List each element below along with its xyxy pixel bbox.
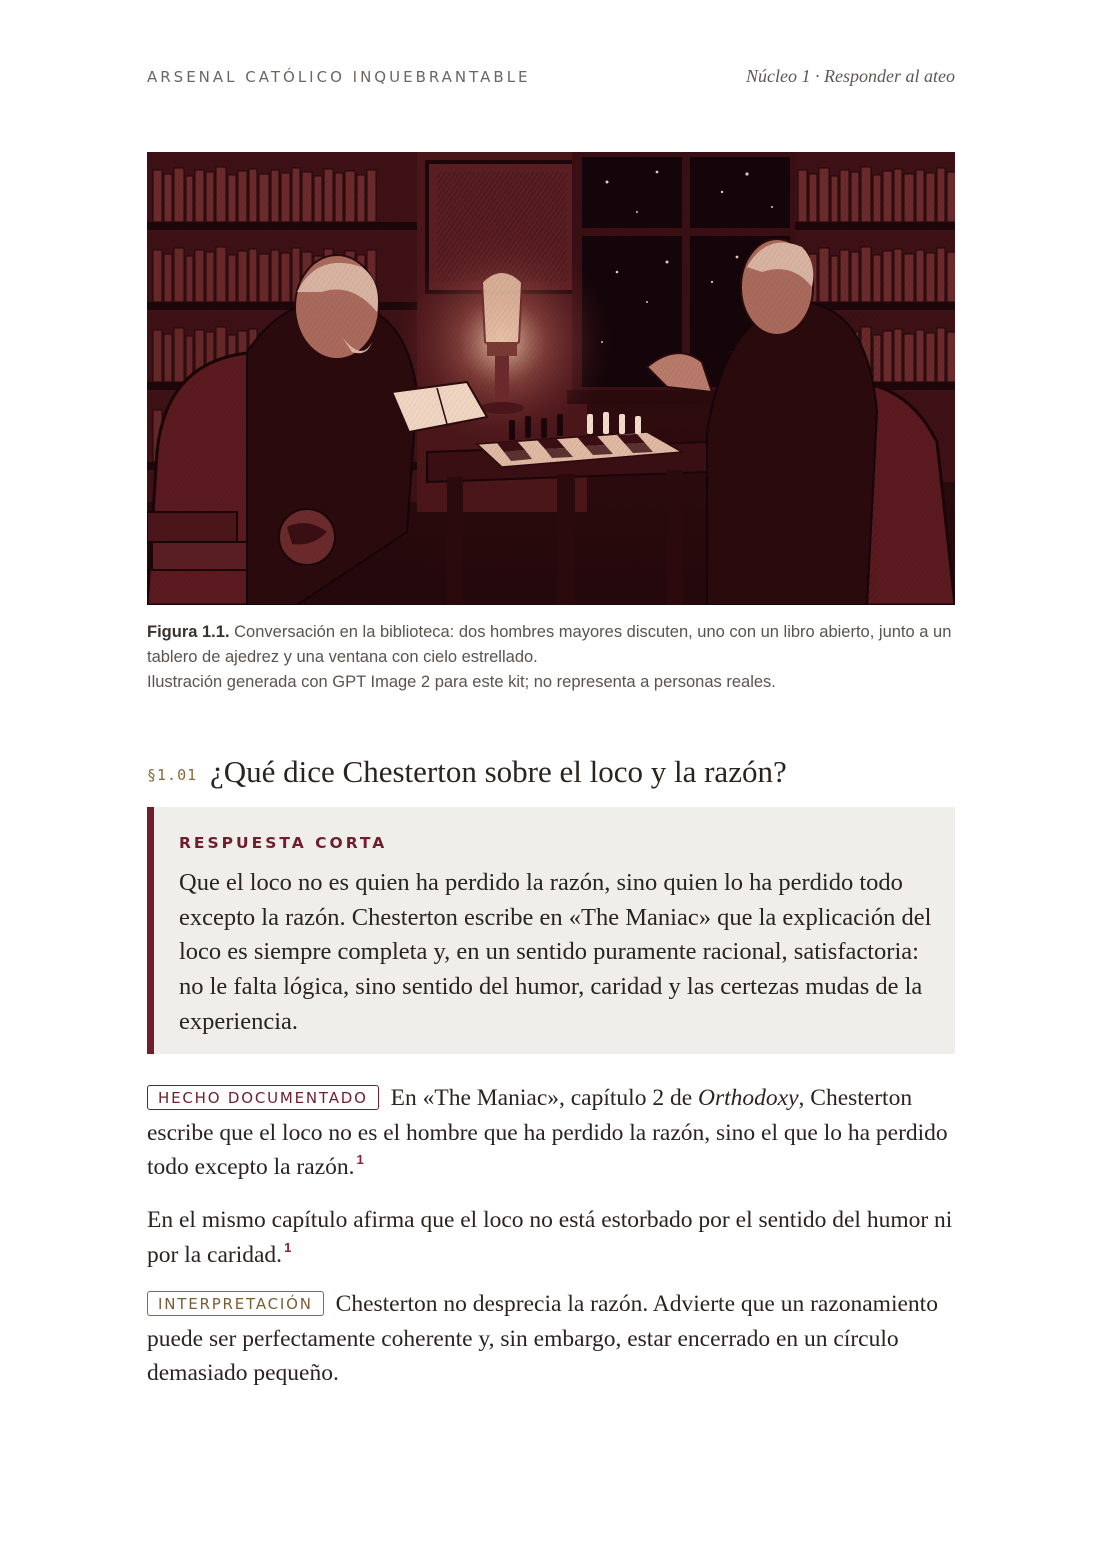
- figure-label: Figura 1.1.: [147, 623, 230, 641]
- section-reference: Núcleo 1 · Responder al ateo: [746, 66, 955, 86]
- fact-tag: HECHO DOCUMENTADO: [147, 1085, 379, 1110]
- caption-text: Conversación en la biblioteca: dos hombres mayores discuten, uno con un libro abierto, junto a un tablero de ajedrez y una ventana con cielo estrellado.: [147, 623, 952, 666]
- footnote-ref[interactable]: 1: [356, 1152, 364, 1167]
- fact-text-a: En «The Maniac», capítulo 2 de: [390, 1085, 698, 1111]
- fact-paragraph: [147, 1081, 955, 1185]
- second-text: En el mismo capítulo afirma que el loco no está estorbado por el sentido del humor ni por la caridad.: [147, 1207, 953, 1268]
- caption-credit: Ilustración generada con GPT Image 2 para este kit; no representa a personas reales.: [147, 673, 776, 691]
- fact-text-b: , Chesterton escribe que el loco no es el hombre que ha perdido la razón, sino el que lo ha perdido todo excepto la razón.: [147, 1085, 948, 1180]
- book-title-orthodoxy: Orthodoxy: [698, 1085, 799, 1111]
- second-paragraph: [147, 1203, 955, 1272]
- running-head: [147, 66, 955, 90]
- interpretation-paragraph: [147, 1287, 955, 1391]
- interpretation-tag: INTERPRETACIÓN: [147, 1291, 324, 1316]
- interpretation-text: Chesterton no desprecia la razón. Advierte que un razonamiento puede ser perfectamente coherente y, sin embargo, estar encerrado en un círculo demasiado pequeño.: [147, 1291, 938, 1386]
- short-answer-label: RESPUESTA CORTA: [179, 834, 388, 852]
- library-illustration: [147, 152, 955, 605]
- short-answer-text: Que el loco no es quien ha perdido la razón, sino quien lo ha perdido todo excepto la razón. Chesterton escribe en «The Maniac» que la explicación del loco es siempre completa y, en un sentido puramente racional, satisfactoria: no le falta lógica, sino sentido del humor, caridad y las certezas mudas de la experiencia.: [179, 869, 932, 1035]
- section-title: ¿Qué dice Chesterton sobre el loco y la razón?: [210, 754, 787, 789]
- short-answer-box: [147, 807, 955, 1054]
- book-title: ARSENAL CATÓLICO INQUEBRANTABLE: [147, 68, 531, 86]
- caption-line: [147, 620, 955, 670]
- figure-caption: [147, 620, 955, 695]
- section-heading: [147, 754, 955, 794]
- section-number: §1.01: [147, 766, 198, 784]
- footnote-ref[interactable]: 1: [284, 1239, 292, 1255]
